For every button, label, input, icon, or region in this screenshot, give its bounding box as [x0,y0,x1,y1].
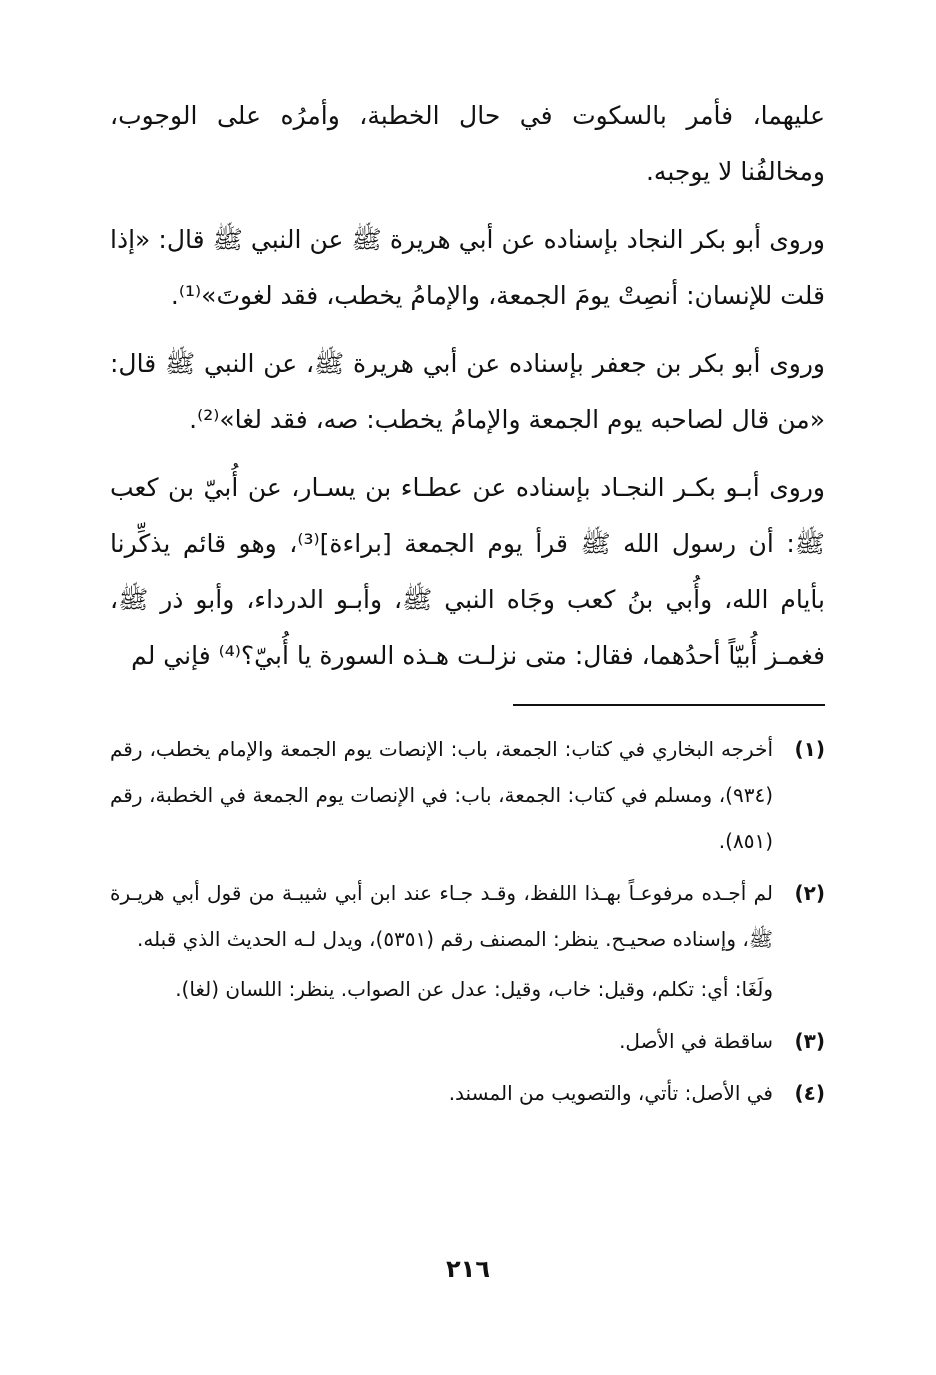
footnote [110,1070,825,1116]
footnote-separator [513,704,825,706]
body-paragraph: وروى أبو بكر بن جعفر بإسناده عن أبي هريرة ﷺ، عن النبي ﷺ قال: «من قال لصاحبه يوم الجمعة والإمامُ يخطب: صه، فقد لغا»⁽²⁾. [110,349,825,434]
body-paragraph: عليهما، فأمر بالسكوت في حال الخطبة، وأمرُه على الوجوب، ومخالفُنا لا يوجبه. [110,101,825,186]
footnote-number: (٤) [794,1081,825,1105]
footnote-text [110,1070,773,1116]
footnote-text [110,870,773,1012]
footnote-paragraph: أخرجه البخاري في كتاب: الجمعة، باب: الإنصات يوم الجمعة والإمام يخطب، رقم (٩٣٤)، ومسلم في كتاب: الجمعة، باب: في الإنصات يوم الجمعة في الخطبة، رقم (٨٥١). [110,737,773,853]
footnote-paragraph: ولَغَا: أي: تكلم، وقيل: خاب، وقيل: عدل عن الصواب. ينظر: اللسان (لغا). [175,977,773,1001]
footnote [110,870,825,1012]
footnote-number: (١) [794,737,825,761]
footnote-paragraph: ساقطة في الأصل. [619,1029,773,1053]
footnote-number: (٣) [794,1029,825,1053]
footnote-text [110,726,773,864]
footnote-number: (٢) [794,881,825,905]
footnote-text [110,1018,773,1064]
page-number: ٢١٦ [446,1255,490,1283]
main-text [110,88,825,684]
body-paragraph: وروى أبـو بكـر النجـاد بإسناده عن عطـاء بن يسـار، عن أُبيّ بن كعب ﷺ: أن رسول الله ﷺ قرأ يوم الجمعة [براءة]⁽³⁾، وهو قائم يذكِّرنا بأيام الله، وأُبي بنُ كعب وجَاه النبي ﷺ، وأبـو الدرداء، وأبو ذر ﷺ، فغمـز أُبيّاً أحدُهما، فقال: متى نزلـت هـذه السورة يا أُبيّ؟⁽⁴⁾ فإني لم [110,473,825,670]
footnote [110,1018,825,1064]
footnotes [110,726,825,1116]
body-paragraph: وروى أبو بكر النجاد بإسناده عن أبي هريرة ﷺ عن النبي ﷺ قال: «إذا قلت للإنسان: أنصِتْ يومَ الجمعة، والإمامُ يخطب، فقد لغوتَ»⁽¹⁾. [110,225,825,310]
footnote-paragraph: لم أجـده مرفوعـاً بهـذا اللفظ، وقـد جـاء عند ابن أبي شيبـة من قول أبي هريـرة ﷺ، وإسناده صحيـح. ينظر: المصنف رقم (٥٣٥١)، ويدل لـه الحديث الذي قبله. [110,881,773,951]
footnote [110,726,825,864]
footnote-paragraph: في الأصل: تأتي، والتصويب من المسند. [448,1081,773,1105]
book-page [110,88,825,1122]
